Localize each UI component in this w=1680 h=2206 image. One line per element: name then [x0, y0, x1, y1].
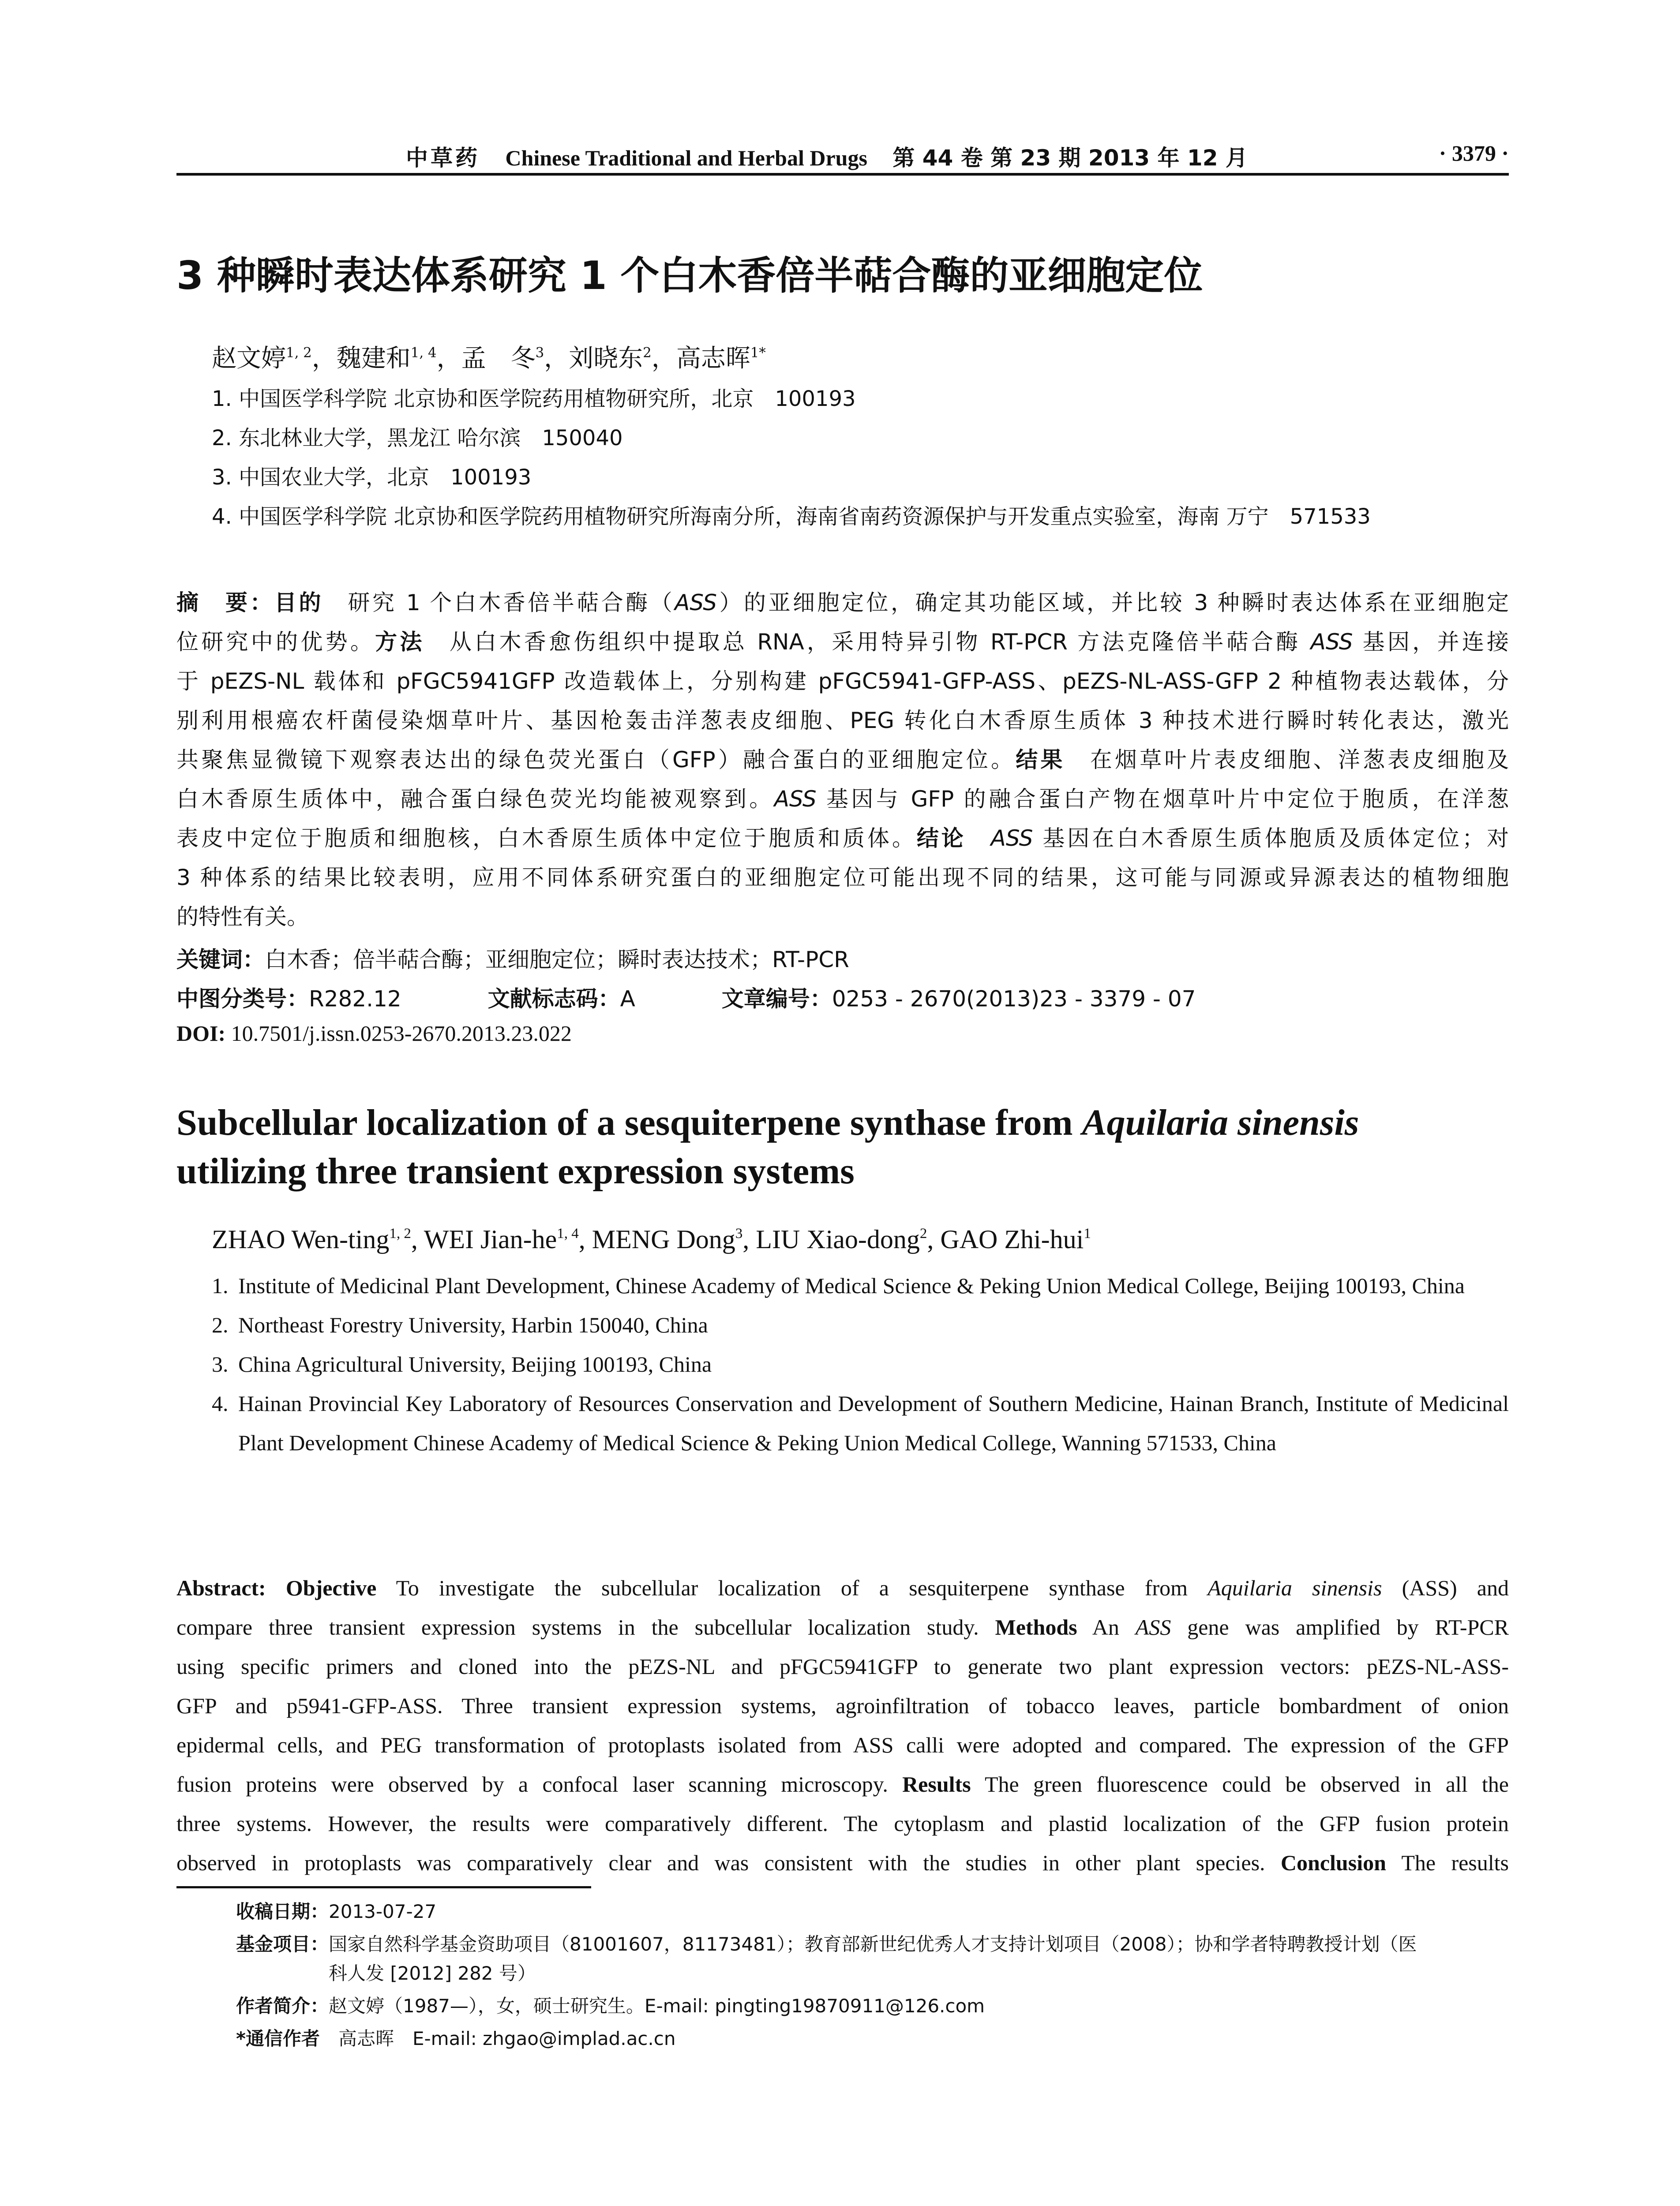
en-abstract-line	[176, 1843, 1509, 1883]
en-affiliation-text: Hainan Provincial Key Laboratory of Resources Conservation and Development of Southern Medicine, Hainan Branch, Institute of Medicinal Plant Development Chinese Academy of Medical Science & Peking Union Medical College, Wanning 571533, China	[238, 1391, 1509, 1455]
en-author-affil-mark: 1	[1084, 1225, 1091, 1242]
en-abstract-text: fusion proteins were observed by a confocal laser scanning microscopy.	[176, 1772, 903, 1797]
cn-affiliation-3: 3. 中国农业大学，北京 100193	[212, 465, 532, 490]
en-abstract-line	[176, 1765, 1509, 1804]
en-affiliations	[212, 1266, 1509, 1463]
article-no: 0253 - 2670(2013)23 - 3379 - 07	[832, 986, 1196, 1012]
cn-abstract-line	[176, 701, 1509, 740]
en-abstract-text: compare three transient expression systems in the subcellular localization study.	[176, 1615, 995, 1639]
cn-abstract-text	[966, 825, 991, 851]
cn-abstract-label: 摘 要：	[176, 590, 274, 615]
journal-line	[406, 140, 1248, 172]
en-abstract	[176, 1568, 1509, 1883]
en-title-species: Aquilaria sinensis	[1082, 1102, 1359, 1143]
cn-abstract-text: 基因在白木香原生质体胞质及质体定位；对	[1033, 825, 1509, 851]
en-abstract-line	[176, 1647, 1509, 1686]
cn-abstract-text: ）的亚细胞定位，确定其功能区域，并比较 3 种瞬时表达体系在亚细胞定	[716, 590, 1509, 615]
cn-author-name: 孟 冬	[461, 344, 536, 373]
en-author-name: GAO Zhi-hui	[940, 1225, 1084, 1254]
keywords-label: 关键词：	[176, 947, 265, 972]
cn-abstract-italic-term: ASS	[990, 825, 1033, 851]
header-rule	[176, 173, 1509, 176]
en-abstract-text: observed in protoplasts was comparatively clear and was consistent with the studies in other plant species.	[176, 1850, 1281, 1875]
en-abstract-text: (ASS) and	[1382, 1576, 1509, 1600]
page-number: · 3379 ·	[1439, 141, 1509, 165]
en-title-line-1	[176, 1099, 1509, 1147]
cn-title: 3 种瞬时表达体系研究 1 个白木香倍半萜合酶的亚细胞定位	[176, 253, 1203, 298]
cn-abstract-text: 位研究中的优势。	[176, 629, 375, 655]
classification-line	[176, 981, 1196, 1013]
cn-abstract-line	[176, 897, 1509, 937]
clc-code: R282.12	[309, 986, 401, 1012]
en-abstract-text: gene was amplified by RT-PCR	[1171, 1615, 1509, 1639]
cn-abstract-text: 基因与 GFP 的融合蛋白产物在烟草叶片中定位于胞质，在洋葱	[816, 786, 1509, 812]
en-author-separator: ,	[742, 1225, 756, 1254]
journal-name-cn: 中草药	[406, 145, 480, 171]
cn-abstract-line	[176, 623, 1509, 662]
en-author-separator: ,	[578, 1225, 592, 1254]
doi-line	[176, 1020, 572, 1046]
cn-abstract-line	[176, 858, 1509, 897]
footnote-received	[236, 1897, 1509, 1926]
en-author-name: MENG Dong	[592, 1225, 735, 1254]
en-abstract-text: The results	[1386, 1850, 1509, 1875]
cn-authors	[212, 339, 766, 374]
cn-abstract-text: 从白木香愈伤组织中提取总 RNA，采用特异引物 RT-PCR 方法克隆倍半萜合酶	[424, 629, 1311, 655]
en-affiliation-number: 3.	[212, 1352, 229, 1377]
cn-author-separator: ，	[651, 344, 676, 373]
en-author-name: WEI Jian-he	[424, 1225, 557, 1254]
received-date: 2013-07-27	[329, 1901, 437, 1922]
cn-abstract-text: 于 pEZS-NL 载体和 pFGC5941GFP 改造载体上，分别构建 pFGC5941-GFP-ASS、pEZS-NL-ASS-GFP 2 种植物表达载体，分	[176, 668, 1509, 694]
footnote-rule	[176, 1886, 591, 1888]
cn-abstract-heading: 方法	[375, 629, 425, 655]
keywords-text: 白木香；倍半萜合酶；亚细胞定位；瞬时表达技术；RT-PCR	[265, 947, 849, 972]
en-author-affil-mark: 1, 2	[389, 1225, 411, 1242]
author-bio: 赵文婷（1987—），女，硕士研究生。E-mail: pingting19870911@126.com	[329, 1995, 985, 2017]
en-affiliation	[212, 1266, 1509, 1306]
doi-link[interactable]: 10.7501/j.issn.0253-2670.2013.23.022	[231, 1021, 572, 1046]
footnotes	[236, 1897, 1509, 2053]
doc-code: A	[620, 986, 635, 1012]
corresponding-label: *通信作者	[236, 2028, 320, 2049]
cn-abstract-italic-term: ASS	[774, 786, 817, 812]
en-abstract-heading: Results	[902, 1772, 971, 1797]
en-affiliation-number: 4.	[212, 1391, 229, 1416]
en-abstract-line	[176, 1568, 1509, 1608]
en-abstract-line	[176, 1686, 1509, 1726]
journal-name-en: Chinese Traditional and Herbal Drugs	[505, 146, 867, 170]
en-abstract-text: epidermal cells, and PEG transformation of protoplasts isolated from ASS calli were adopted and compared. The expression of the GFP	[176, 1733, 1509, 1757]
en-abstract-italic-term: ASS	[1135, 1615, 1171, 1639]
cn-author-affil-mark: 2	[643, 345, 652, 361]
cn-abstract-text: 3 种体系的结果比较表明，应用不同体系研究蛋白的亚细胞定位可能出现不同的结果，这可能与同源或异源表达的植物细胞	[176, 865, 1509, 890]
cn-abstract-italic-term: ASS	[675, 590, 717, 615]
cn-abstract-heading: 结果	[1016, 747, 1065, 773]
en-abstract-line	[176, 1804, 1509, 1843]
running-header	[176, 140, 1509, 172]
cn-author-name: 刘晓东	[569, 344, 643, 373]
author-bio-label: 作者简介：	[236, 1995, 329, 2017]
issue-info: 第 44 卷 第 23 期 2013 年 12 月	[892, 145, 1248, 171]
en-abstract-heading: Abstract: Objective	[176, 1576, 377, 1600]
footnote-fund	[236, 1930, 1509, 1959]
cn-author-affil-mark: 1, 2	[286, 345, 312, 361]
footnote-author	[236, 1992, 1509, 2021]
cn-abstract-italic-term: ASS	[1310, 629, 1353, 655]
en-abstract-text: The green fluorescence could be observed in all the	[971, 1772, 1509, 1797]
cn-author-affil-mark: 3	[535, 345, 544, 361]
cn-abstract-text: 表皮中定位于胞质和细胞核，白木香原生质体中定位于胞质和质体。	[176, 825, 917, 851]
cn-abstract-line	[176, 740, 1509, 780]
en-author-separator: ,	[411, 1225, 424, 1254]
cn-abstract-heading: 结论	[916, 825, 966, 851]
en-affiliation-number: 1.	[212, 1273, 229, 1298]
en-title-line-2: utilizing three transient expression systems	[176, 1151, 855, 1192]
en-affiliation-number: 2.	[212, 1313, 229, 1337]
cn-author-separator: ，	[436, 344, 461, 373]
cn-author-name: 高志晖	[676, 344, 750, 373]
cn-abstract-text: 共聚焦显微镜下观察表达出的绿色荧光蛋白（GFP）融合蛋白的亚细胞定位。	[176, 747, 1016, 773]
cn-author-name: 赵文婷	[212, 344, 286, 373]
received-label: 收稿日期：	[236, 1901, 329, 1922]
cn-abstract-text: 在烟草叶片表皮细胞、洋葱表皮细胞及	[1065, 747, 1509, 773]
cn-author-separator: ，	[544, 344, 569, 373]
cn-affiliation-1: 1. 中国医学科学院 北京协和医学院药用植物研究所，北京 100193	[212, 386, 856, 411]
en-author-name: LIU Xiao-dong	[756, 1225, 920, 1254]
cn-affiliation-4: 4. 中国医学科学院 北京协和医学院药用植物研究所海南分所，海南省南药资源保护与开发重点实验室，海南 万宁 571533	[212, 504, 1371, 529]
en-author-separator: ,	[927, 1225, 941, 1254]
en-author-affil-mark: 2	[919, 1225, 927, 1242]
corresponding-contact: 高志晖 E-mail: zhgao@implad.ac.cn	[319, 2028, 676, 2049]
en-abstract-text: three systems. However, the results were comparatively different. The cytoplasm and plastid localization of the GFP fusion protein	[176, 1811, 1509, 1836]
en-abstract-heading: Conclusion	[1280, 1850, 1386, 1875]
doi-label: DOI:	[176, 1021, 226, 1046]
en-abstract-line	[176, 1726, 1509, 1765]
fund-text-1: 国家自然科学基金资助项目（81001607，81173481）；教育部新世纪优秀人才支持计划项目（2008）；协和学者特聘教授计划（医	[329, 1933, 1417, 1955]
clc-label: 中图分类号：	[176, 986, 309, 1012]
en-author-affil-mark: 3	[735, 1225, 743, 1242]
en-affiliation-text: Northeast Forestry University, Harbin 150040, China	[238, 1313, 708, 1337]
cn-abstract-text: 的特性有关。	[176, 904, 309, 930]
en-abstract-text: GFP and p5941-GFP-ASS. Three transient expression systems, agroinfiltration of tobacco leaves, particle bombardment of onion	[176, 1693, 1509, 1718]
en-affiliation-text: Institute of Medicinal Plant Development, Chinese Academy of Medical Science & Peking Union Medical College, Beijing 100193, China	[238, 1273, 1465, 1298]
cn-keywords	[176, 942, 849, 974]
cn-author-name: 魏建和	[336, 344, 411, 373]
footnote-fund-cont: 科人发 [2012] 282 号）	[329, 1962, 536, 1984]
cn-abstract-text: 研究 1 个白木香倍半萜合酶（	[323, 590, 675, 615]
cn-author-separator: ，	[311, 344, 337, 373]
en-author-affil-mark: 1, 4	[557, 1225, 579, 1242]
cn-abstract-line	[176, 583, 1509, 623]
cn-author-affil-mark: 1*	[750, 345, 766, 361]
en-abstract-line	[176, 1608, 1509, 1647]
en-abstract-text: using specific primers and cloned into the pEZS-NL and pFGC5941GFP to generate two plant expression vectors: pEZS-NL-ASS-	[176, 1654, 1509, 1679]
cn-affiliation-2: 2. 东北林业大学，黑龙江 哈尔滨 150040	[212, 426, 623, 450]
en-abstract-heading: Methods	[995, 1615, 1077, 1639]
cn-abstract-text: 基因，并连接	[1353, 629, 1509, 655]
en-affiliation	[212, 1306, 1509, 1345]
en-affiliation	[212, 1345, 1509, 1384]
cn-abstract	[176, 583, 1509, 937]
en-author-name: ZHAO Wen-ting	[212, 1225, 390, 1254]
en-affiliation	[212, 1384, 1509, 1463]
cn-abstract-heading: 目的	[274, 590, 323, 615]
en-abstract-text: An	[1077, 1615, 1136, 1639]
en-title-plain: Subcellular localization of a sesquiterpene synthase from	[176, 1102, 1082, 1143]
cn-abstract-text: 白木香原生质体中，融合蛋白绿色荧光均能被观察到。	[176, 786, 774, 812]
en-authors	[212, 1224, 1091, 1255]
cn-author-affil-mark: 1, 4	[410, 345, 437, 361]
article-no-label: 文章编号：	[721, 986, 832, 1012]
en-abstract-italic-term: Aquilaria sinensis	[1208, 1576, 1382, 1600]
en-abstract-text: To investigate the subcellular localization of a sesquiterpene synthase from	[376, 1576, 1208, 1600]
cn-abstract-line	[176, 819, 1509, 858]
en-title	[176, 1099, 1509, 1196]
en-affiliation-text: China Agricultural University, Beijing 100193, China	[238, 1352, 712, 1377]
cn-abstract-line	[176, 780, 1509, 819]
doc-code-label: 文献标志码：	[488, 986, 620, 1012]
cn-abstract-text: 别利用根癌农杆菌侵染烟草叶片、基因枪轰击洋葱表皮细胞、PEG 转化白木香原生质体 3 种技术进行瞬时转化表达，激光	[176, 708, 1509, 733]
cn-abstract-line	[176, 662, 1509, 701]
footnote-corresponding	[236, 2024, 1509, 2053]
fund-label: 基金项目：	[236, 1933, 329, 1955]
